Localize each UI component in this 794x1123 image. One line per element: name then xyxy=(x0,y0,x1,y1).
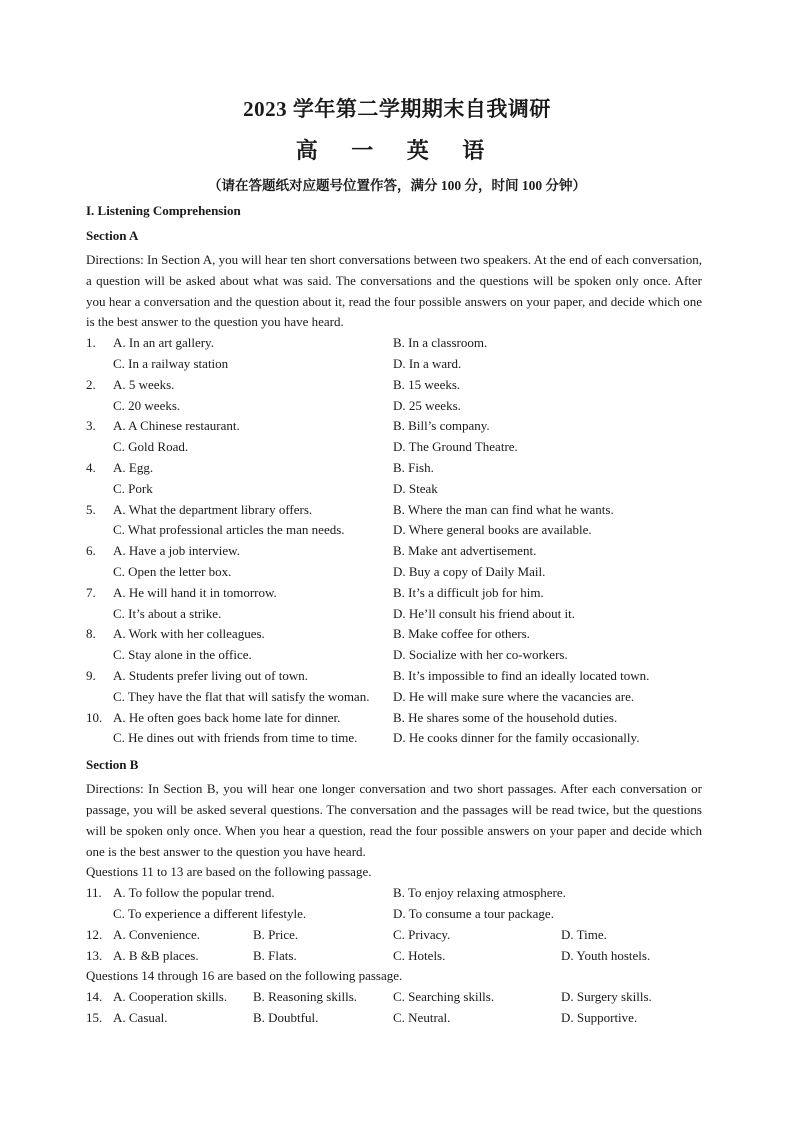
option-a: A. What the department library offers. xyxy=(113,501,313,517)
exam-title: 2023 学年第二学期期末自我调研 xyxy=(243,97,551,121)
question-number: 11. xyxy=(86,885,102,901)
question-row xyxy=(86,416,702,437)
passage-instruction: Questions 11 to 13 are based on the following passage. xyxy=(86,864,372,880)
question-row xyxy=(86,562,702,583)
option-d: D. In a ward. xyxy=(393,355,462,371)
section-a-directions: Directions: In Section A, you will hear ten short conversations between two speakers. At the end of each conversation, a question will be asked about what was said. The conversations and the questions will be spoken only once. After you hear a conversation and the question about it, read the four possible answers on your paper, and decide which one is the best answer to the question you have heard. xyxy=(86,252,702,330)
option-a: A. Convenience. xyxy=(113,926,201,942)
question-number: 10. xyxy=(86,709,103,725)
option-d: D. Time. xyxy=(561,926,607,942)
option-d: D. Where general books are available. xyxy=(393,522,592,538)
question-number: 12. xyxy=(86,926,103,942)
option-c: C. Stay alone in the office. xyxy=(113,647,252,663)
question-row xyxy=(86,583,702,604)
option-d: D. He’ll consult his friend about it. xyxy=(393,605,575,621)
section-b-directions: Directions: In Section B, you will hear one longer conversation and two short passages. After each conversation or passage, you will be asked several questions. The conversation and the passages will be read twice, but the questions will be spoken only once. When you hear a question, read the four possible answers on your paper and decide which one is the best answer to the question you have heard. xyxy=(86,781,702,859)
option-d: D. He cooks dinner for the family occasionally. xyxy=(393,730,640,746)
option-c: C. They have the flat that will satisfy the woman. xyxy=(113,688,370,704)
option-c: C. In a railway station xyxy=(113,355,229,371)
question-number: 13. xyxy=(86,947,103,963)
option-c: C. Hotels. xyxy=(393,947,446,963)
option-a: A. He often goes back home late for dinner. xyxy=(113,709,341,725)
question-number: 14. xyxy=(86,989,103,1005)
exam-note: （请在答题纸对应题号位置作答，满分 100 分，时间 100 分钟） xyxy=(208,178,586,193)
option-d: D. The Ground Theatre. xyxy=(393,439,518,455)
option-b: B. He shares some of the household duties. xyxy=(393,709,618,725)
question-number: 3. xyxy=(86,418,96,434)
option-b: B. Fish. xyxy=(393,459,434,475)
option-c: C. Privacy. xyxy=(393,926,451,942)
option-b: B. Make ant advertisement. xyxy=(393,543,537,559)
question-number: 15. xyxy=(86,1009,103,1025)
question-row xyxy=(86,728,702,749)
option-c: C. It’s about a strike. xyxy=(113,605,222,621)
question-row xyxy=(86,987,702,1008)
option-d: D. Youth hostels. xyxy=(561,947,651,963)
section-a-questions xyxy=(86,333,702,749)
question-row xyxy=(86,396,702,417)
option-a: A. In an art gallery. xyxy=(113,335,214,351)
option-d: D. 25 weeks. xyxy=(393,397,461,413)
question-row xyxy=(86,354,702,375)
option-b: B. It’s a difficult job for him. xyxy=(393,584,544,600)
option-b: B. Make coffee for others. xyxy=(393,626,530,642)
question-row xyxy=(86,333,702,354)
option-b: B. It’s impossible to find an ideally located town. xyxy=(393,667,650,683)
option-c: C. Pork xyxy=(113,480,153,496)
option-c: C. Open the letter box. xyxy=(113,563,232,579)
option-a: A. Cooperation skills. xyxy=(113,989,228,1005)
passage-instruction: Questions 14 through 16 are based on the following passage. xyxy=(86,968,403,984)
section-a-heading: Section A xyxy=(86,228,139,243)
question-row xyxy=(86,925,702,946)
option-a: A. 5 weeks. xyxy=(113,376,175,392)
option-a: A. Work with her colleagues. xyxy=(113,626,265,642)
question-number: 4. xyxy=(86,459,96,475)
option-d: D. Steak xyxy=(393,480,438,496)
question-number: 8. xyxy=(86,626,96,642)
question-row xyxy=(86,666,702,687)
question-number: 1. xyxy=(86,335,96,351)
option-b: B. Flats. xyxy=(253,947,297,963)
option-a: A. He will hand it in tomorrow. xyxy=(113,584,277,600)
option-c: C. What professional articles the man needs. xyxy=(113,522,345,538)
option-d: D. Supportive. xyxy=(561,1009,638,1025)
option-a: A. To follow the popular trend. xyxy=(113,885,275,901)
option-d: D. Socialize with her co-workers. xyxy=(393,647,568,663)
option-d: D. Surgery skills. xyxy=(561,989,652,1005)
question-row xyxy=(86,520,702,541)
question-row xyxy=(86,541,702,562)
question-number: 7. xyxy=(86,584,96,600)
question-row xyxy=(86,883,702,904)
question-row xyxy=(86,904,702,925)
option-a: A. B &B places. xyxy=(113,947,199,963)
option-a: A. Have a job interview. xyxy=(113,543,240,559)
option-a: A. A Chinese restaurant. xyxy=(113,418,240,434)
option-b: B. Doubtful. xyxy=(253,1009,319,1025)
part-heading: I. Listening Comprehension xyxy=(86,203,241,218)
question-row xyxy=(86,645,702,666)
option-b: B. Reasoning skills. xyxy=(253,989,358,1005)
option-c: C. Neutral. xyxy=(393,1009,451,1025)
option-b: B. Price. xyxy=(253,926,299,942)
option-a: A. Egg. xyxy=(113,459,154,475)
question-row xyxy=(86,1008,702,1029)
question-row xyxy=(86,624,702,645)
question-row xyxy=(86,375,702,396)
option-d: D. To consume a tour package. xyxy=(393,905,554,921)
question-row xyxy=(86,946,702,967)
option-b: B. To enjoy relaxing atmosphere. xyxy=(393,885,566,901)
question-row xyxy=(86,458,702,479)
option-c: C. Searching skills. xyxy=(393,989,495,1005)
option-b: B. Bill’s company. xyxy=(393,418,490,434)
question-number: 2. xyxy=(86,376,96,392)
option-b: B. Where the man can find what he wants. xyxy=(393,501,614,517)
question-row xyxy=(86,687,702,708)
question-row xyxy=(86,604,702,625)
option-a: A. Casual. xyxy=(113,1009,168,1025)
option-c: C. Gold Road. xyxy=(113,439,189,455)
subject-title: 高 一 英 语 xyxy=(295,138,499,163)
question-row xyxy=(86,479,702,500)
question-number: 9. xyxy=(86,667,96,683)
question-number: 6. xyxy=(86,543,96,559)
section-b-heading: Section B xyxy=(86,757,139,773)
option-a: A. Students prefer living out of town. xyxy=(113,667,308,683)
question-row xyxy=(86,437,702,458)
question-row xyxy=(86,708,702,729)
option-c: C. He dines out with friends from time to time. xyxy=(113,730,358,746)
option-c: C. To experience a different lifestyle. xyxy=(113,905,307,921)
option-b: B. In a classroom. xyxy=(393,335,488,351)
option-d: D. He will make sure where the vacancies are. xyxy=(393,688,635,704)
option-b: B. 15 weeks. xyxy=(393,376,461,392)
option-d: D. Buy a copy of Daily Mail. xyxy=(393,563,546,579)
option-c: C. 20 weeks. xyxy=(113,397,181,413)
question-row xyxy=(86,500,702,521)
question-number: 5. xyxy=(86,501,96,517)
exam-content xyxy=(86,200,702,1029)
